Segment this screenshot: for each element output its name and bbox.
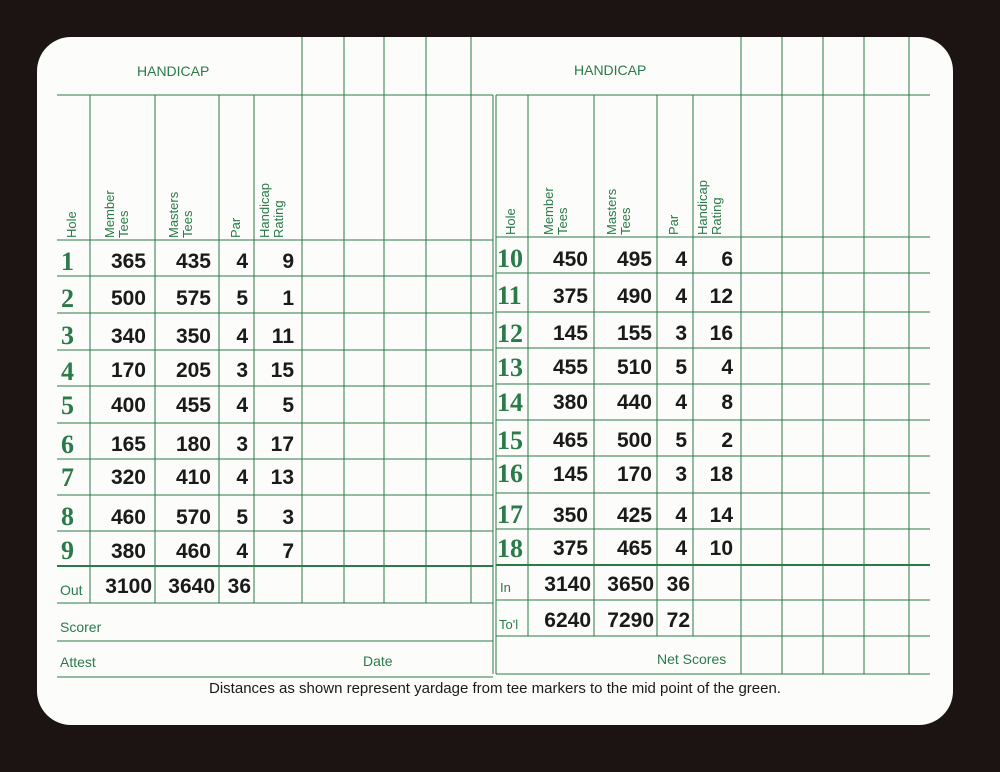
par-value: 5 [236,287,248,310]
handicap-rating-value: 2 [721,429,733,452]
hole-number: 10 [497,244,523,273]
par-value: 5 [236,506,248,529]
masters-tees-value: 510 [616,356,652,379]
handicap-rating-value: 4 [721,356,733,379]
masters-tees-value: 495 [616,248,652,271]
hole-number: 3 [61,321,74,350]
member-tees-value: 450 [552,248,588,271]
par-value: 4 [675,248,687,271]
member-tees-value: 375 [552,537,588,560]
out-par-total: 36 [227,575,251,598]
total-label: To'l [499,617,519,632]
member-tees-value: 380 [552,391,588,414]
hole-number: 11 [497,281,522,310]
par-value: 4 [675,391,687,414]
masters-tees-value: 490 [616,285,652,308]
par-value: 3 [675,322,687,345]
member-tees-value: 400 [110,394,146,417]
right-header-par: Par [666,214,681,235]
member-tees-value: 380 [110,540,146,563]
handicap-rating-value: 17 [270,433,294,456]
masters-tees-value: 440 [616,391,652,414]
masters-tees-value: 205 [175,359,211,382]
right-handicap-label: HANDICAP [574,62,647,78]
footnote: Distances as shown represent yardage from tee markers to the mid point of the green. [209,680,781,697]
par-value: 4 [675,537,687,560]
date-label: Date [363,653,393,669]
in-par-total: 36 [666,573,690,596]
left-header-member-tees: Member Tees [102,190,131,238]
par-value: 4 [236,250,248,273]
hole-number: 6 [61,430,74,459]
handicap-rating-value: 8 [721,391,733,414]
hole-number: 14 [497,388,523,417]
par-value: 5 [675,429,687,452]
masters-tees-value: 575 [175,287,211,310]
right-header-handicap-rating: Handicap Rating [695,180,724,235]
hole-number: 4 [61,357,74,386]
handicap-rating-value: 7 [282,540,294,563]
masters-tees-value: 500 [616,429,652,452]
total-par: 72 [666,609,690,632]
member-tees-value: 460 [110,506,146,529]
masters-tees-value: 350 [175,325,211,348]
handicap-rating-value: 1 [282,287,294,310]
net-scores-label: Net Scores [657,651,727,667]
handicap-rating-value: 16 [709,322,733,345]
member-tees-value: 170 [110,359,146,382]
hole-number: 12 [497,319,523,348]
masters-tees-value: 410 [175,466,211,489]
out-label: Out [60,582,83,598]
masters-tees-value: 180 [175,433,211,456]
par-value: 5 [675,356,687,379]
masters-tees-value: 425 [616,504,652,527]
masters-tees-value: 170 [616,463,652,486]
handicap-rating-value: 6 [721,248,733,271]
handicap-rating-value: 14 [709,504,733,527]
handicap-rating-value: 9 [282,250,294,273]
right-header-masters-tees: Masters Tees [604,188,633,235]
masters-tees-value: 155 [616,322,652,345]
hole-number: 17 [497,500,523,529]
handicap-rating-value: 13 [270,466,294,489]
masters-tees-value: 465 [616,537,652,560]
member-tees-value: 350 [552,504,588,527]
masters-tees-value: 455 [175,394,211,417]
handicap-rating-value: 10 [709,537,733,560]
scorecard [37,37,953,725]
member-tees-value: 340 [110,325,146,348]
par-value: 4 [236,466,248,489]
left-header-masters-tees: Masters Tees [166,191,195,238]
par-value: 4 [236,394,248,417]
right-header-hole: Hole [503,208,518,235]
member-tees-value: 145 [552,322,588,345]
hole-number: 2 [61,284,74,313]
member-tees-value: 465 [552,429,588,452]
scorer-label: Scorer [60,619,102,635]
hole-number: 7 [61,463,74,492]
left-handicap-label: HANDICAP [137,63,210,79]
handicap-rating-value: 18 [709,463,733,486]
par-value: 3 [236,433,248,456]
attest-label: Attest [60,654,96,670]
member-tees-value: 145 [552,463,588,486]
par-value: 4 [675,285,687,308]
left-header-hole: Hole [64,211,79,238]
hole-number: 8 [61,502,74,531]
in-member-total: 3140 [544,573,591,596]
handicap-rating-value: 5 [282,394,294,417]
hole-number: 18 [497,534,523,563]
par-value: 4 [236,325,248,348]
member-tees-value: 320 [110,466,146,489]
left-header-par: Par [228,217,243,238]
hole-number: 1 [61,247,74,276]
handicap-rating-value: 12 [709,285,733,308]
member-tees-value: 365 [110,250,146,273]
member-tees-value: 500 [110,287,146,310]
handicap-rating-value: 15 [270,359,294,382]
par-value: 3 [675,463,687,486]
masters-tees-value: 460 [175,540,211,563]
member-tees-value: 375 [552,285,588,308]
masters-tees-value: 435 [175,250,211,273]
hole-number: 9 [61,536,74,565]
member-tees-value: 455 [552,356,588,379]
hole-number: 13 [497,353,523,382]
hole-number: 5 [61,391,74,420]
hole-number: 16 [497,459,523,488]
total-masters: 7290 [607,609,654,632]
masters-tees-value: 570 [175,506,211,529]
in-label: In [500,580,511,595]
member-tees-value: 165 [110,433,146,456]
handicap-rating-value: 3 [282,506,294,529]
par-value: 4 [675,504,687,527]
right-header-member-tees: Member Tees [541,187,570,235]
out-masters-total: 3640 [168,575,215,598]
left-header-handicap-rating: Handicap Rating [257,183,286,238]
handicap-rating-value: 11 [271,325,294,348]
in-masters-total: 3650 [607,573,654,596]
out-member-total: 3100 [105,575,152,598]
par-value: 4 [236,540,248,563]
hole-number: 15 [497,426,523,455]
par-value: 3 [236,359,248,382]
total-member: 6240 [544,609,591,632]
